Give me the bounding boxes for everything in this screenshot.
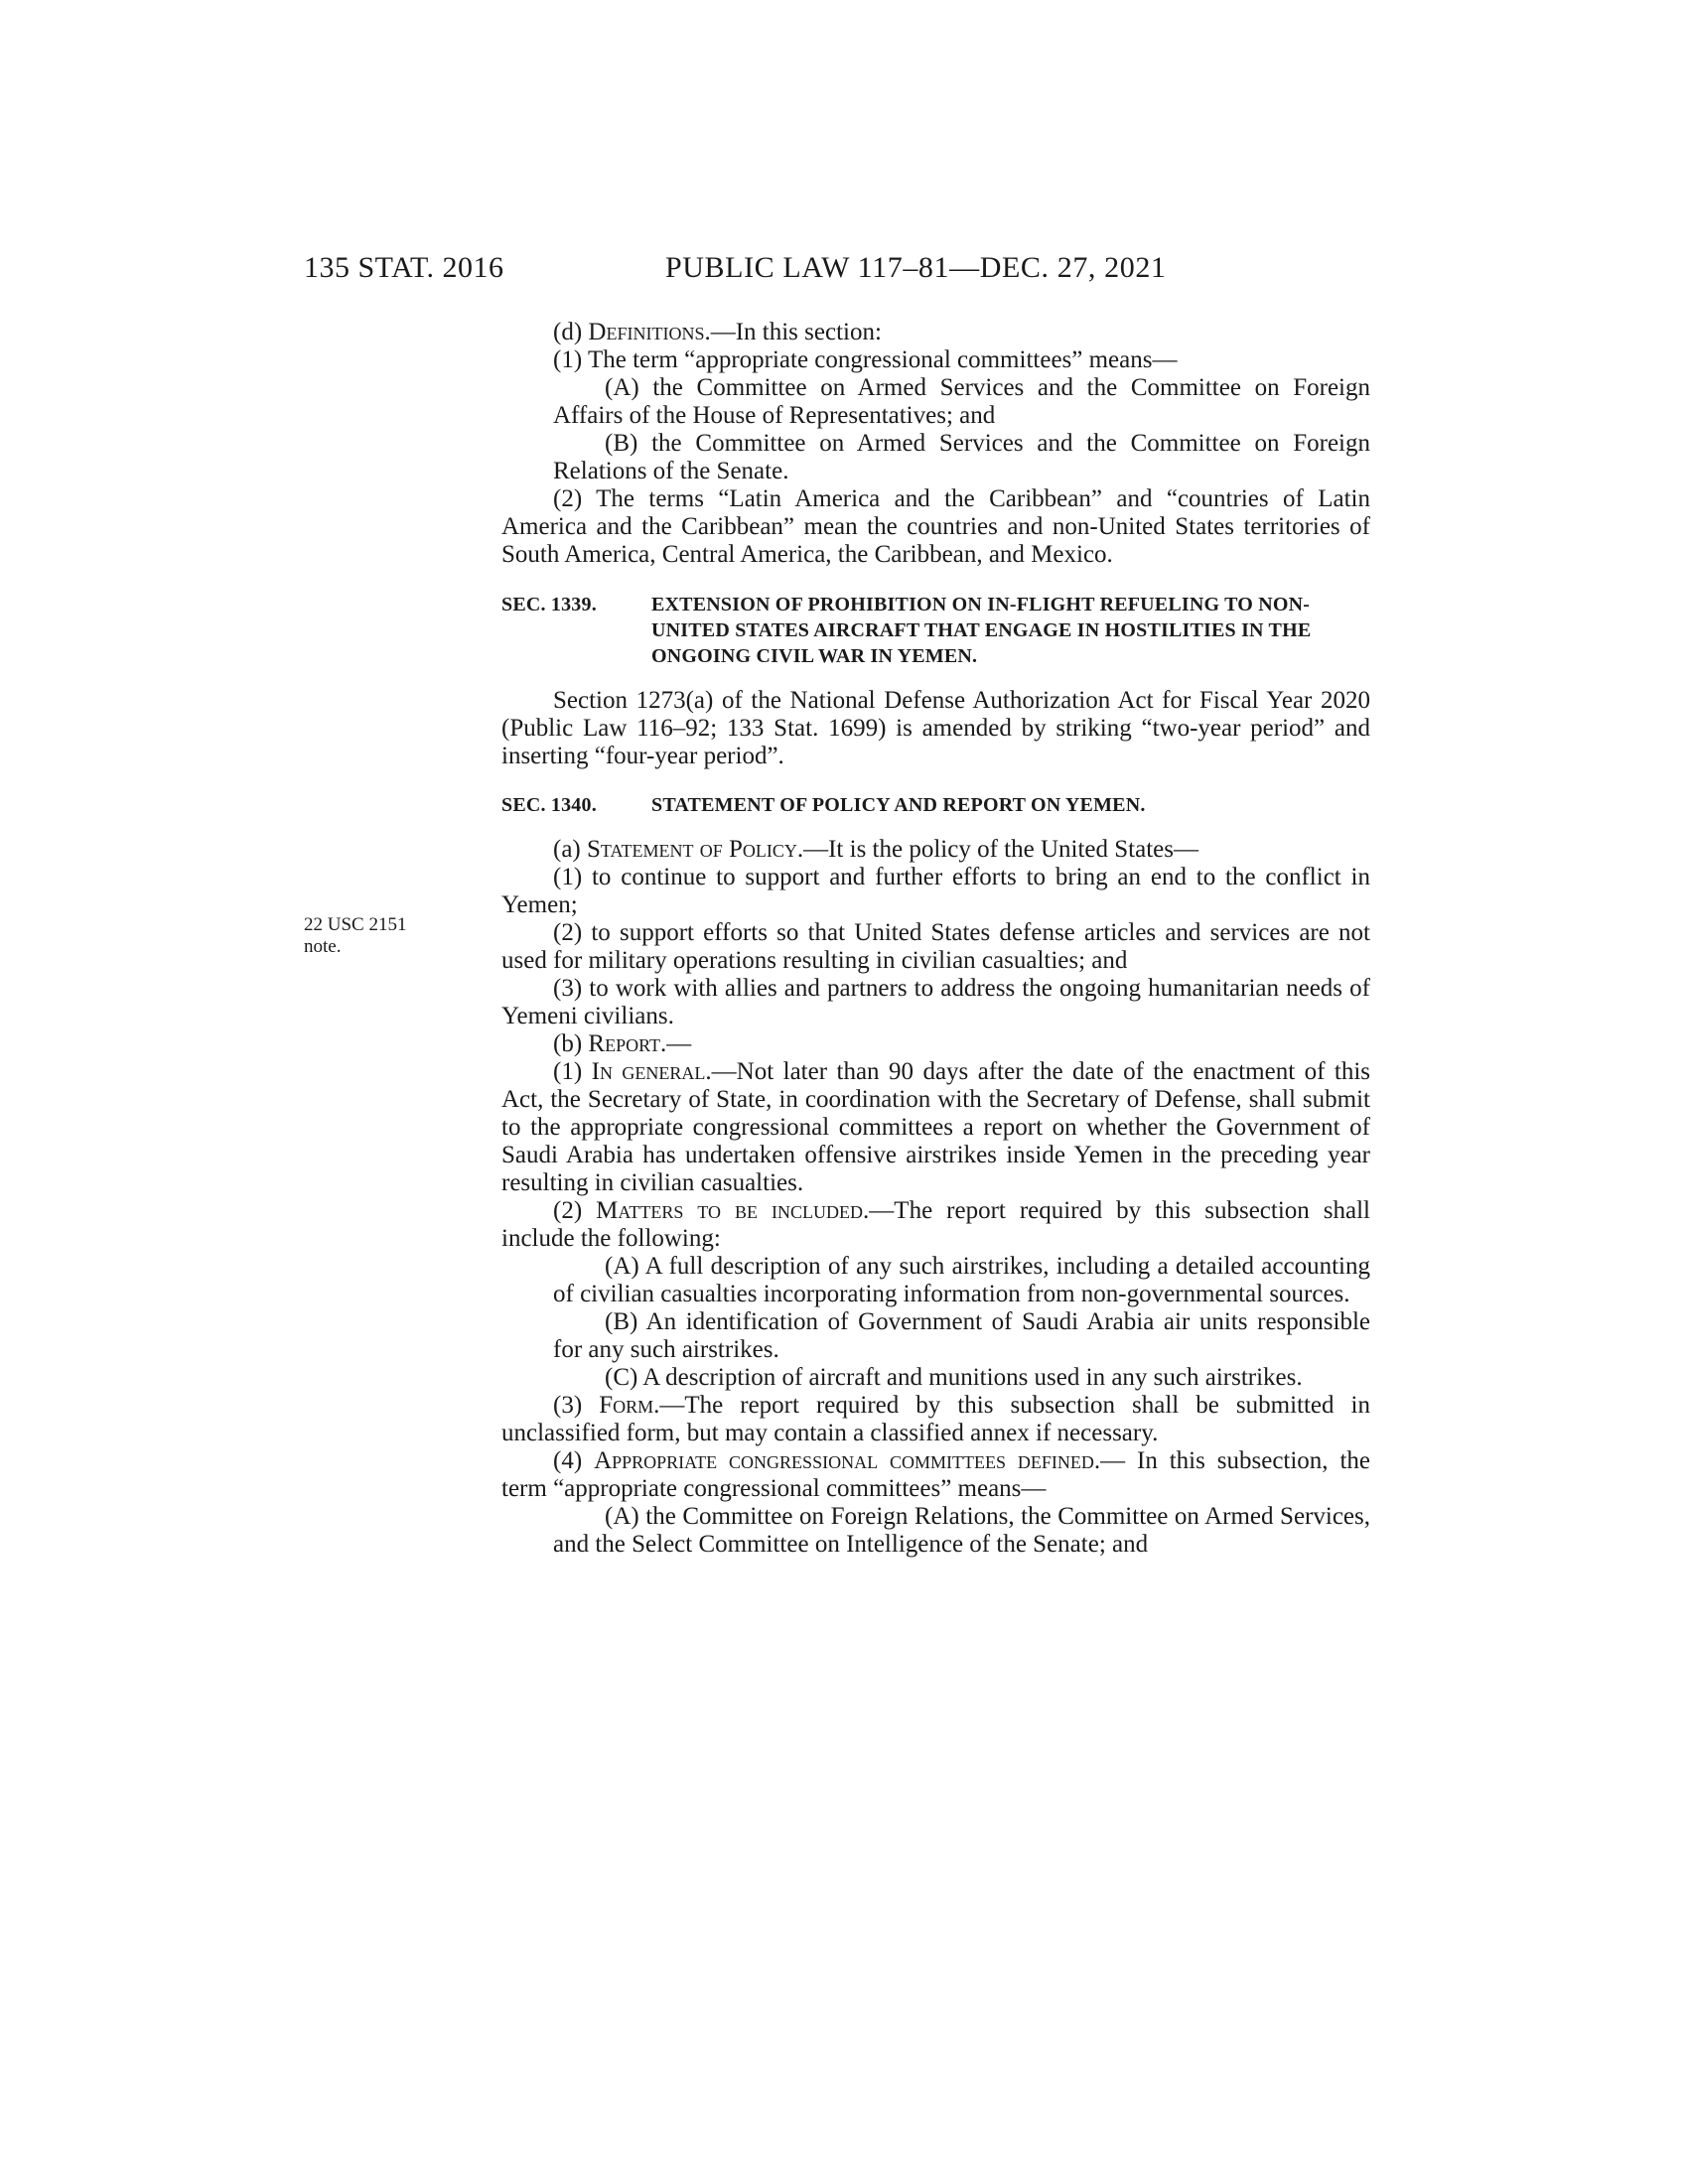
- clause-b2b: (B) An identification of Government of Saudi Arabia air units responsible for any such airstrikes.: [553, 1308, 1370, 1363]
- committees-defined-heading: Appropriate congressional committees defined: [594, 1447, 1094, 1474]
- report-heading: Report: [588, 1030, 661, 1057]
- paragraph-b3-form: (3) Form.—The report required by this subsection shall be submitted in unclassified form, but may contain a classified annex if necessary.: [501, 1392, 1370, 1446]
- subsection-a-statement-of-policy: (a) Statement of Policy.—It is the policy of the United States—: [553, 836, 1198, 863]
- section-1340-label: SEC. 1340.: [501, 794, 597, 816]
- margin-note-note: note.: [304, 936, 342, 957]
- document-body: [501, 319, 1370, 1559]
- paragraph-a3: (3) to work with allies and partners to address the ongoing humanitarian needs of Yemeni civilians.: [501, 975, 1370, 1029]
- section-1339-label: SEC. 1339.: [501, 594, 597, 615]
- paragraph-b2-matters: (2) Matters to be included.—The report required by this subsection shall include the following:: [501, 1197, 1370, 1252]
- paragraph-a1: (1) to continue to support and further efforts to bring an end to the conflict in Yemen;: [501, 864, 1370, 918]
- paragraph-d2: (2) The terms “Latin America and the Caribbean” and “countries of Latin America and the Caribbean” mean the countries and non-United States territories of South America, Central America, the Caribbean, and Mexico.: [501, 485, 1370, 568]
- in-general-heading: In general: [591, 1058, 706, 1085]
- section-1339-heading: [501, 592, 1370, 669]
- public-law-citation: PUBLIC LAW 117–81—DEC. 27, 2021: [665, 251, 1167, 284]
- section-1339-text: Section 1273(a) of the National Defense Authorization Act for Fiscal Year 2020 (Public Law 116–92; 133 Stat. 1699) is amended by striking “two-year period” and inserting “four-year period”.: [501, 687, 1370, 769]
- section-1340-title: STATEMENT OF POLICY AND REPORT ON YEMEN.: [651, 794, 1146, 816]
- section-1339-title: EXTENSION OF PROHIBITION ON IN-FLIGHT REFUELING TO NON-UNITED STATES AIRCRAFT THAT ENGAGE IN HOSTILITIES IN THE ONGOING CIVIL WAR IN YEMEN.: [651, 594, 1312, 667]
- clause-d1b: (B) the Committee on Armed Services and the Committee on Foreign Relations of the Senate.: [553, 430, 1370, 484]
- clause-d1a: (A) the Committee on Armed Services and the Committee on Foreign Affairs of the House of Representatives; and: [553, 374, 1370, 429]
- margin-note-usc: 22 USC 2151: [304, 914, 407, 935]
- form-heading: Form: [599, 1392, 654, 1419]
- paragraph-d1: (1) The term “appropriate congressional committees” means—: [553, 346, 1178, 373]
- subsection-b-report: (b) Report.—: [553, 1030, 692, 1057]
- clause-b2c: (C) A description of aircraft and munitions used in any such airstrikes.: [605, 1364, 1303, 1391]
- margin-note: [304, 914, 443, 958]
- subsection-d-definitions: (d) Definitions.—In this section:: [553, 319, 882, 345]
- paragraph-b4-committees-defined: (4) Appropriate congressional committees defined.— In this subsection, the term “appropriate congressional committees” means—: [501, 1447, 1370, 1502]
- section-1340-heading: [501, 792, 1370, 818]
- matters-heading: Matters to be included: [596, 1197, 864, 1224]
- page-header: [304, 250, 1370, 286]
- clause-b2a: (A) A full description of any such airstrikes, including a detailed accounting of civilian casualties incorporating information from non-governmental sources.: [553, 1253, 1370, 1307]
- paragraph-a2: (2) to support efforts so that United States defense articles and services are not used for military operations resulting in civilian casualties; and: [501, 919, 1370, 974]
- statute-page-number: 135 STAT. 2016: [304, 251, 504, 284]
- paragraph-b1-in-general: (1) In general.—Not later than 90 days after the date of the enactment of this Act, the Secretary of State, in coordination with the Secretary of Defense, shall submit to the appropriate congressional committees a report on whether the Government of Saudi Arabia has undertaken offensive airstrikes inside Yemen in the preceding year resulting in civilian casualties.: [501, 1058, 1371, 1196]
- statement-of-policy-heading: Statement of Policy: [587, 836, 797, 863]
- clause-b4a: (A) the Committee on Foreign Relations, the Committee on Armed Services, and the Select Committee on Intelligence of the Senate; and: [553, 1503, 1370, 1558]
- definitions-heading: Definitions: [588, 319, 705, 345]
